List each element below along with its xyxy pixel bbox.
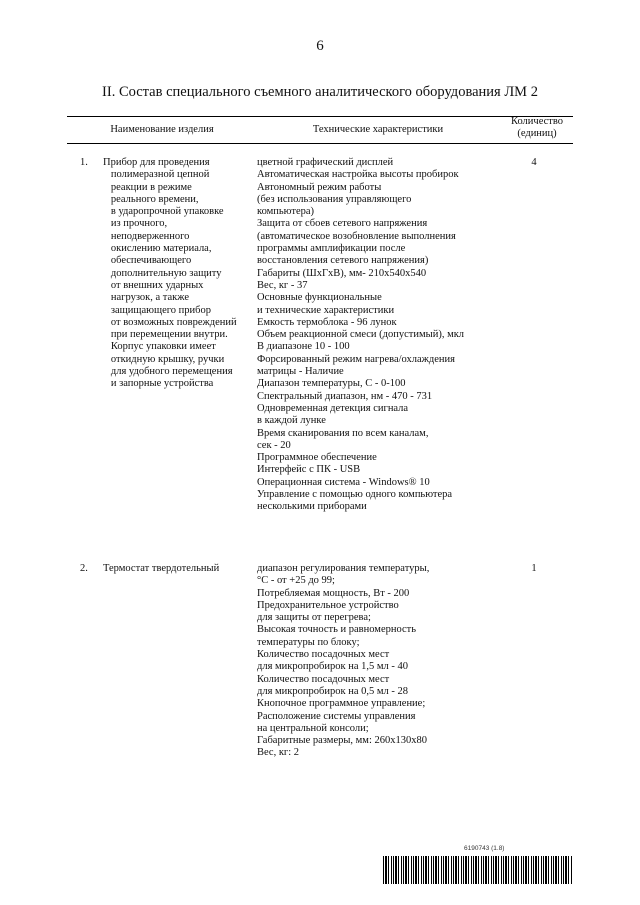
header-name: Наименование изделия [110, 124, 214, 135]
item-qty: 4 [531, 157, 537, 168]
item-name: Термостат твердотельный [103, 563, 220, 574]
header-qty: Количество (единиц) [510, 116, 564, 139]
item-qty: 1 [531, 563, 537, 574]
header-specs: Технические характеристики [312, 124, 444, 135]
row-number: 1. [80, 157, 88, 168]
row-number: 2. [80, 563, 88, 574]
item-specs: цветной графический дисплей Автоматическая настройка высоты пробирок Автономный режим работы (без использования управляющего компьютера) Защита от сбоев сетевого напряжения (автоматическое возобновление выполнения программы амплификации после восстановления сетевого напряжения) Габариты (ШхГхВ), мм- 210х540х540 Вес, кг - 37 Основные функциональные и технические характеристики Емкость термоблока - 96 лунок Объем реакционной смеси (допустимый), мкл В диапазоне 10 - 100 Форсированный режим нагрева/охлаждения матрицы - Наличие Диапазон температуры, С - 0-100 Спектральный диапазон, нм - 470 - 731 Одновременная детекция сигнала в каждой лунке Время сканирования по всем каналам, сек - 20 Программное обеспечение Интерфейс с ПК - USB Операционная система - Windows® 10 Управление с помощью одного компьютера несколькими приборами [257, 157, 465, 513]
table-top-rule [67, 116, 573, 117]
table-header-rule [67, 143, 573, 144]
document-code: 6190743 (1.8) [464, 845, 505, 852]
barcode [383, 856, 573, 884]
page-number: 6 [316, 38, 324, 54]
item-specs: диапазон регулирования температуры, °С - от +25 до 99; Потребляемая мощность, Вт - 200 Предохранительное устройство для защиты от перегрева; Высокая точность и равномерность температуры по блоку; Количество посадочных мест для микропробирок на 1,5 мл - 40 Количество посадочных мест для микропробирок на 0,5 мл - 28 Кнопочное программное управление; Расположение системы управления на центральной консоли; Габаритные размеры, мм: 260х130х80 Вес, кг: 2 [257, 563, 430, 759]
item-name: Прибор для проведения полимеразной цепной реакции в режиме реального времени, в ударопрочной упаковке из прочного, неподверженного окислению материала, обеспечивающего дополнительную защиту от внешних ударных нагрузок, а также защищающего прибор от возможных повреждений при перемещении внутри. Корпус упаковки имеет откидную крышку, ручки для удобного перемещения и запорные устройства [103, 157, 237, 390]
section-title: II. Состав специального съемного аналитического оборудования ЛМ 2 [102, 84, 538, 100]
